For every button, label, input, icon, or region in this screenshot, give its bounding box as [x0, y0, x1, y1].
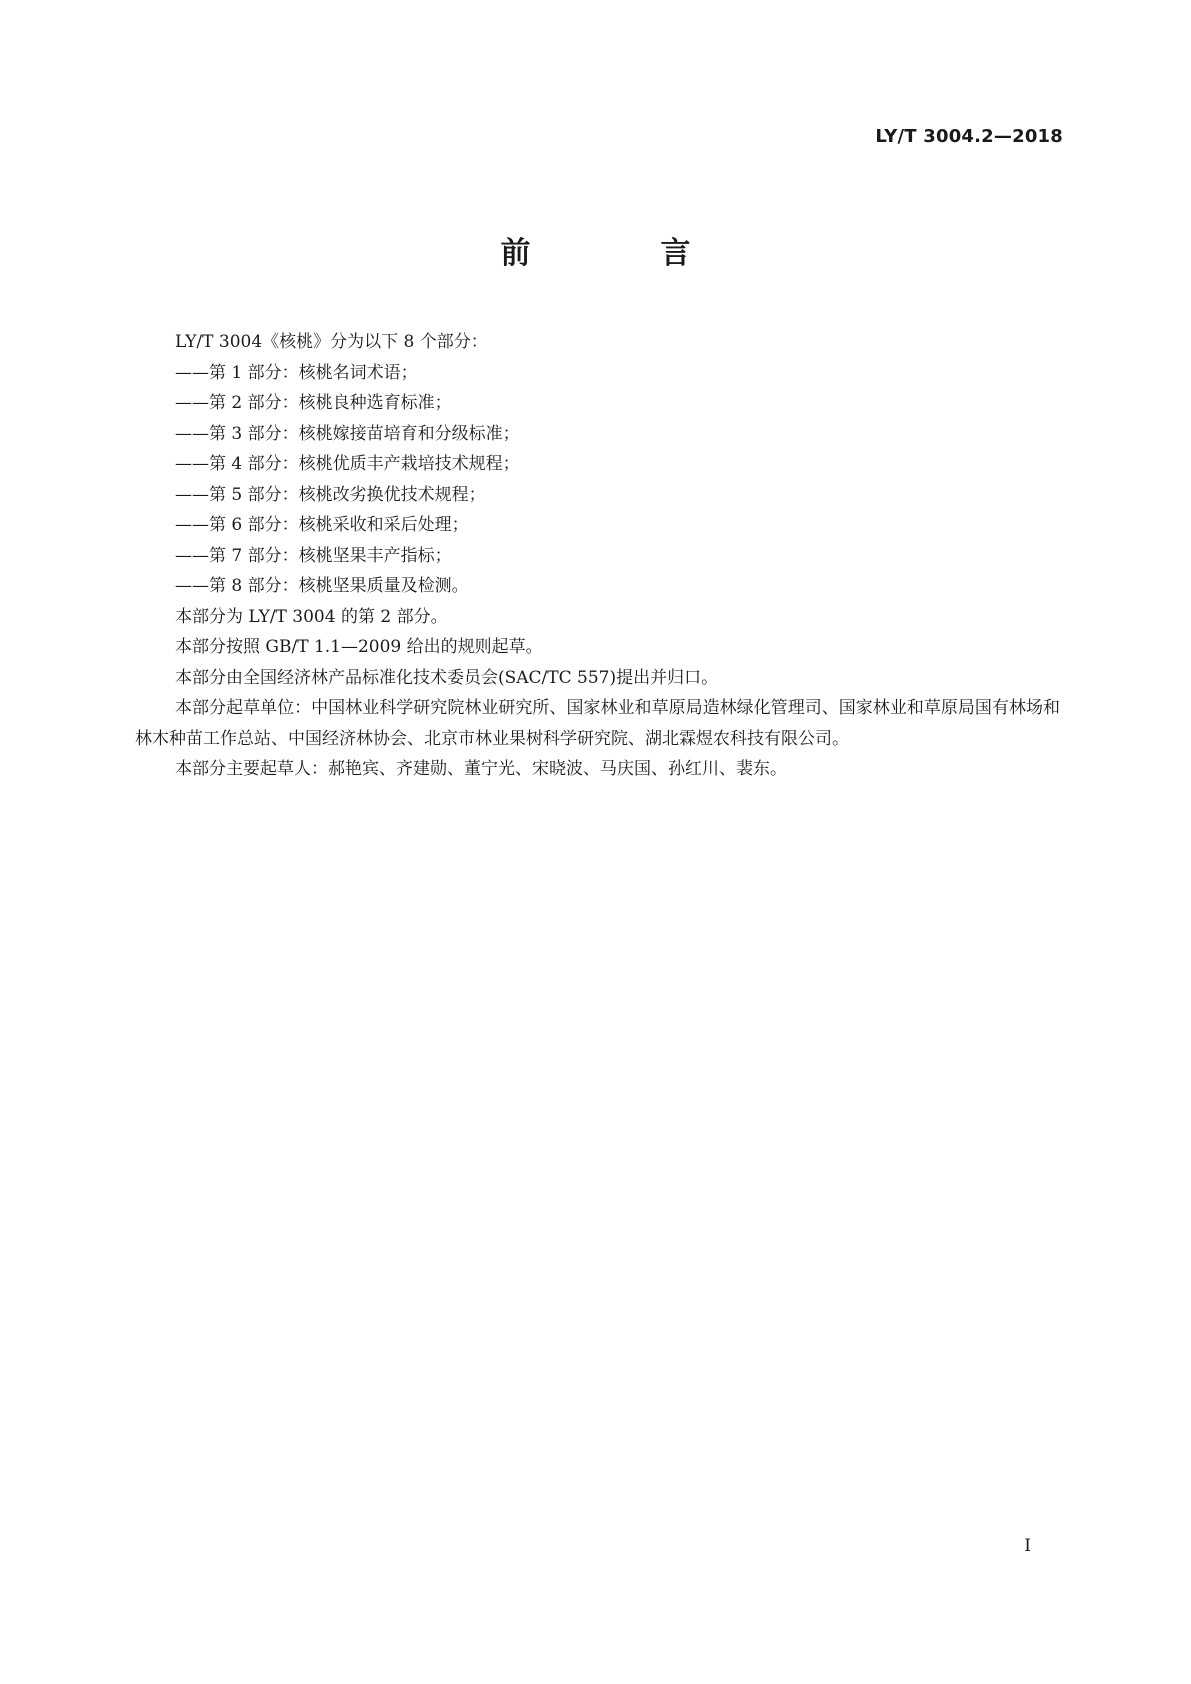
part-list-item: ——第 2 部分：核桃良种选育标准； — [175, 393, 452, 413]
part-list-item: ——第 6 部分：核桃采收和采后处理； — [175, 515, 469, 535]
part-list-item: ——第 5 部分：核桃改劣换优技术规程； — [175, 484, 486, 505]
part-list-item: ——第 3 部分：核桃嫁接苗培育和分级标准； — [175, 423, 520, 444]
drafting-units: 本部分起草单位：中国林业科学研究院林业研究所、国家林业和草原局造林绿化管理司、国家林业和草原局国有林场和林木种苗工作总站、中国经济林协会、北京市林业果树科学研究院、湖北霖煜农科技有限公司。 — [135, 698, 1060, 749]
drafting-rules: 本部分按照 GB/T 1.1—2009 给出的规则起草。 — [175, 637, 543, 657]
intro-paragraph: LY/T 3004《核桃》分为以下 8 个部分： — [175, 332, 488, 352]
page-title: 前 言 — [500, 236, 741, 271]
proposing-committee: 本部分由全国经济林产品标准化技术委员会(SAC/TC 557)提出并归口。 — [175, 667, 719, 688]
part-list-item: ——第 4 部分：核桃优质丰产栽培技术规程； — [175, 454, 520, 474]
part-list-item: ——第 7 部分：核桃坚果丰产指标； — [175, 545, 452, 566]
standard-code: LY/T 3004.2—2018 — [875, 126, 1063, 147]
part-statement: 本部分为 LY/T 3004 的第 2 部分。 — [175, 606, 448, 627]
page-number: I — [1024, 1536, 1031, 1556]
main-drafters: 本部分主要起草人：郝艳宾、齐建勋、董宁光、宋晓波、马庆国、孙红川、裴东。 — [175, 759, 787, 779]
part-list-item: ——第 8 部分：核桃坚果质量及检测。 — [175, 576, 469, 596]
part-list-item: ——第 1 部分：核桃名词术语； — [175, 362, 418, 383]
foreword-body — [135, 327, 1060, 785]
